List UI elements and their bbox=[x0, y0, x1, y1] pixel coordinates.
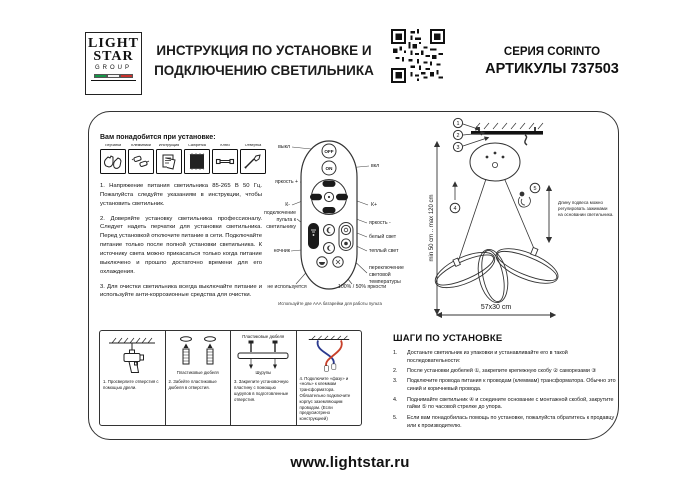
articles-label: АРТИКУЛЫ 737503 bbox=[485, 61, 619, 77]
wire-connectors-icon bbox=[128, 149, 154, 174]
wires-icon bbox=[301, 334, 357, 373]
remote-label-warm-light: теплый свет bbox=[369, 248, 399, 254]
tool-label: Ключ bbox=[220, 144, 230, 147]
tool-item bbox=[156, 144, 182, 174]
wire-clamp-right bbox=[531, 247, 538, 255]
step-item bbox=[393, 350, 621, 366]
brightness-up-button bbox=[323, 181, 336, 187]
panel-drill bbox=[99, 330, 166, 426]
flag-white bbox=[107, 74, 120, 78]
night-light-button bbox=[324, 225, 335, 236]
k-plus-button bbox=[336, 194, 348, 200]
remote-label-k-minus: К- bbox=[285, 202, 290, 208]
adjustment-note-line1: Длину подвеса можно bbox=[558, 200, 603, 205]
vertical-dimension-label: min 50 cm .. max 120 cm bbox=[429, 194, 435, 262]
step-number: 2. bbox=[393, 368, 398, 375]
blue-wire bbox=[317, 340, 333, 364]
logo-text-star: STAR bbox=[93, 49, 134, 65]
flag-red bbox=[120, 74, 133, 78]
remote-caption: Используйте две ААА батарейки для работы пульта bbox=[278, 301, 382, 306]
tool-label: Салфетка bbox=[188, 144, 206, 147]
step-text: Если вам понадобилась помощь по установке, пожалуйста обратитесь к продавцу или к производителю. bbox=[407, 414, 615, 429]
install-steps bbox=[393, 333, 621, 433]
remote-diagram bbox=[252, 127, 408, 313]
light-rings bbox=[430, 242, 562, 306]
steps-heading: ШАГИ ПО УСТАНОВКЕ bbox=[393, 333, 503, 344]
remote-label-pair: подключение пульта к светильнику bbox=[264, 210, 296, 230]
tool-label: Инструкция bbox=[158, 144, 180, 147]
header-right bbox=[452, 46, 652, 77]
dowels-icon bbox=[170, 334, 226, 370]
step-item bbox=[393, 368, 621, 376]
pair-button bbox=[308, 223, 319, 249]
bolt-icon bbox=[212, 149, 238, 174]
width-dimension-label: 57x30 cm bbox=[480, 304, 512, 311]
step-text: Достаньте светильник из упаковки и устанавливайте его в такой последовательности: bbox=[407, 350, 568, 364]
suspension-wire-left bbox=[458, 179, 486, 262]
callout-4: 4 bbox=[453, 206, 457, 212]
warning-2: 2. Доверяйте установку светильника профессионалу. Следует надеть перчатки для установки светильника. Перед установкой отключите питание в сети. Подключайте питание только после полной установки светильника. К источнику света можно прикасаться только когда питание выключено и прошло достаточно времени для его охлаждения. bbox=[100, 215, 262, 275]
tool-item bbox=[128, 144, 154, 174]
panel-dowels bbox=[165, 330, 232, 426]
warning-3: 3. Для очистки светильника всегда выключайте питание и используйте анти-коррозионные средства для очистки. bbox=[100, 283, 262, 299]
page-title-line2: ПОДКЛЮЧЕНИЮ СВЕТИЛЬНИКА bbox=[154, 62, 374, 78]
adjustment-note bbox=[558, 200, 616, 218]
ceiling-hatch bbox=[475, 123, 543, 129]
off-button-label: OFF bbox=[324, 149, 334, 154]
tool-label: Отвертка bbox=[244, 144, 262, 147]
series-label: СЕРИЯ CORINTO bbox=[503, 46, 601, 58]
on-button-label: ON bbox=[325, 166, 333, 171]
plate-label-top: Пластиковые дюбеля bbox=[242, 334, 285, 339]
warning-1: 1. Напряжение питания светильника 85-265 В 50 Гц. Пожалуйста следуйте указаниям в инструкции, чтобы установить светильник. bbox=[100, 183, 262, 207]
callout-5: 5 bbox=[533, 186, 537, 192]
tools-heading: Вам понадобится при установке: bbox=[100, 134, 216, 141]
remote-label-unused: не используется bbox=[267, 284, 307, 290]
remote-label-k-plus: К+ bbox=[371, 202, 378, 208]
logo-flag bbox=[94, 74, 133, 78]
tool-item bbox=[100, 144, 126, 174]
callout-3: 3 bbox=[456, 145, 460, 151]
white-light-button bbox=[341, 225, 350, 234]
lamp-diagram bbox=[425, 112, 620, 327]
mounting-plate-icon bbox=[235, 340, 291, 370]
tool-label: Клеммники bbox=[131, 144, 151, 147]
step-number: 1. bbox=[393, 350, 398, 356]
page-title bbox=[135, 41, 393, 80]
step-text: Подключите провода питания к проводам (клеммам) трансформатора. Обычно это синий и коричневый провода. bbox=[407, 378, 616, 393]
callout-2: 2 bbox=[456, 133, 460, 139]
logo-rule bbox=[91, 80, 136, 81]
qr-code bbox=[391, 29, 445, 83]
logo-text-light: LIGHT bbox=[88, 36, 139, 51]
flag-green bbox=[94, 74, 107, 78]
install-panels bbox=[99, 330, 362, 426]
brightness-down-button bbox=[323, 207, 336, 213]
drill-icon bbox=[104, 334, 160, 376]
callout-1: 1 bbox=[456, 121, 460, 127]
canopy bbox=[470, 143, 520, 181]
panel-caption: 1. Просверлите отверстия с помощью дрели. bbox=[103, 379, 159, 390]
step-number: 3. bbox=[393, 378, 398, 385]
step-number: 5. bbox=[393, 414, 398, 421]
website-link[interactable]: www.lightstar.ru bbox=[290, 454, 410, 471]
step-number: 4. bbox=[393, 396, 398, 403]
remote-label-brightness-down: яркость - bbox=[369, 220, 391, 226]
power-cord bbox=[525, 135, 527, 145]
adjustment-note-line2: регулировать зажимами bbox=[558, 205, 608, 211]
adjusting-hand bbox=[518, 192, 530, 207]
moon-button bbox=[324, 243, 335, 254]
logo-text-group: GROUP bbox=[94, 64, 132, 71]
adjustment-note-line3: на основании светильника. bbox=[558, 211, 614, 217]
remote-label-night: ночник bbox=[273, 248, 290, 254]
safety-warnings bbox=[100, 182, 262, 306]
gloves-icon bbox=[100, 149, 126, 174]
tool-label: Перчатки bbox=[104, 144, 122, 147]
step-text: Поднимайте светильник ④ и соедините основание с монтажной скобой, закрутите гайки ⑤ по часовой стрелке до упора. bbox=[407, 396, 614, 411]
panel-caption: 3. Закрепите установочную пластину с помощью шурупов в подготовленные отверстия. bbox=[234, 379, 289, 402]
step-item bbox=[393, 378, 621, 394]
panel-plate bbox=[230, 330, 297, 426]
step-item bbox=[393, 397, 621, 413]
remote-label-half: 100% / 50% яркости bbox=[338, 284, 387, 290]
tools-row bbox=[100, 144, 266, 174]
lamp-graphic bbox=[425, 112, 620, 327]
remote-label-off: выкл bbox=[278, 144, 290, 150]
remote-label-temp-switch: переключение световой температуры bbox=[369, 265, 404, 285]
step-text: После установки дюбелей ①, закрепите крепежную скобу ② саморезами ③ bbox=[407, 368, 597, 375]
page-title-line1: ИНСТРУКЦИЯ ПО УСТАНОВКЕ И bbox=[156, 43, 372, 58]
napkin-icon bbox=[184, 149, 210, 174]
dowels-label: Пластиковые дюбеля bbox=[176, 370, 219, 375]
instruction-icon bbox=[156, 149, 182, 174]
lightstar-logo bbox=[85, 32, 142, 95]
panel-wiring bbox=[296, 330, 363, 426]
step-item bbox=[393, 415, 621, 431]
plate-label-bottom: Шурупы bbox=[255, 370, 272, 376]
remote-label-brightness-up: яркость + bbox=[274, 179, 298, 185]
tool-item bbox=[212, 144, 238, 174]
remote-label-on: вкл bbox=[371, 163, 380, 169]
k-minus-button bbox=[310, 194, 322, 200]
qr-code-graphic bbox=[391, 29, 445, 83]
remote-label-white-light: белый свет bbox=[369, 234, 397, 240]
panel-caption: 4. Подключите «фазу» и «ноль» к клеммам трансформатора. Обязательно подключите корпус заземляющим проводом. (Если предусмотрено конструкцией) bbox=[299, 375, 351, 422]
tool-item bbox=[184, 144, 210, 174]
panel-caption: 2. Забейте пластиковые дюбеля в отверстия. bbox=[168, 379, 217, 390]
